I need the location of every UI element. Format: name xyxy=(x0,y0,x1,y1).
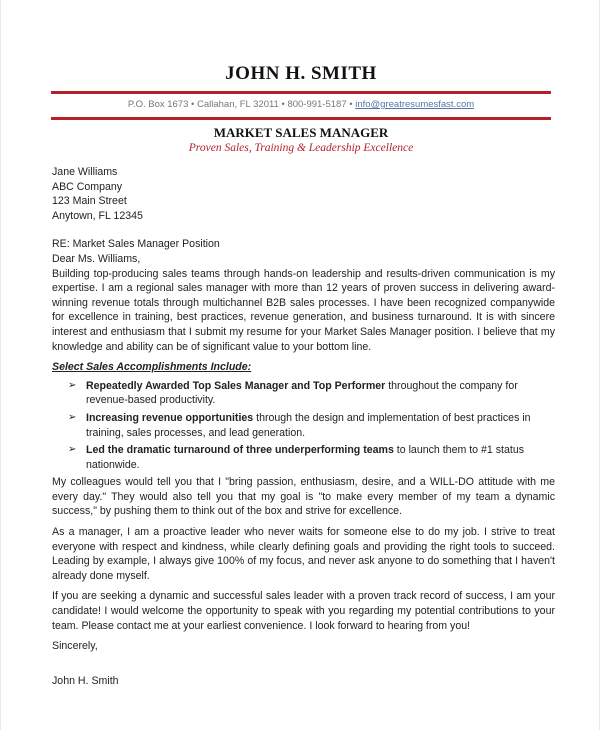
re-line: RE: Market Sales Manager Position xyxy=(52,238,220,251)
accomplishments-heading: Select Sales Accomplishments Include: xyxy=(52,361,252,374)
recipient-block xyxy=(52,165,555,223)
accomplishment-highlight: Led the dramatic turnaround of three underperforming teams xyxy=(86,444,394,457)
signature: John H. Smith xyxy=(52,674,119,687)
list-item xyxy=(68,379,555,408)
recipient-company: ABC Company xyxy=(52,180,123,193)
position-tagline: Proven Sales, Training & Leadership Excellence xyxy=(188,142,414,154)
accomplishments-list xyxy=(52,379,555,473)
position-title: MARKET SALES MANAGER xyxy=(213,125,389,140)
header-rule-top xyxy=(51,91,551,94)
email-link[interactable]: info@greatresumesfast.com xyxy=(355,99,475,110)
closing-paragraph: If you are seeking a dynamic and successful sales leader with a proven track record of success, I am your candidate! I would welcome the opportunity to speak with you regarding my potential contributions to your team. Please contact me at your earliest convenience. I look forward to hearing from you! xyxy=(52,590,555,632)
applicant-name: JOHN H. SMITH xyxy=(225,63,377,84)
list-item xyxy=(68,443,555,472)
accomplishment-detail: to launch them to #1 status nationwide. xyxy=(86,444,525,471)
contact-line xyxy=(1,99,600,110)
salutation: Dear Ms. Williams, xyxy=(52,252,141,265)
arrow-bullet-icon: ➢ xyxy=(68,444,77,456)
intro-paragraph: Building top-producing sales teams through hands-on leadership and results-driven communication is my expertise. I am a regional sales manager with more than 12 years of proven success in delivering award-winning revenue totals through multichannel B2B sales processes. I have been recognized companywide for excellence in training, best practices, revenue generation, and business turnaround. It is with sincere interest and enthusiasm that I submit my resume for your Market Sales Manager position. I believe that my knowledge and ability can be of significant value to your bottom line. xyxy=(52,267,555,353)
closing: Sincerely, xyxy=(52,640,98,653)
accomplishment-highlight: Repeatedly Awarded Top Sales Manager and Top Performer xyxy=(86,379,386,392)
accomplishment-detail: through the design and implementation of best practices in training, sales processes, and lead generation. xyxy=(86,411,531,439)
accomplishment-highlight: Increasing revenue opportunities xyxy=(86,411,254,424)
manager-paragraph: As a manager, I am a proactive leader who never waits for someone else to do my job. I strive to treat everyone with respect and kindness, while clearly defining goals and providing the right tools to succeed. Leading by example, I always give 100% of my focus, and never ask anyone to do something that I haven't already done myself. xyxy=(52,526,555,582)
colleagues-paragraph: My colleagues would tell you that I "bring passion, enthusiasm, desire, and a WILL-DO attitude with me every day." They would also tell you that my goal is "to make every member of my team a dynamic success," by pushing them to think out of the box and strive for excellence. xyxy=(52,476,555,518)
arrow-bullet-icon: ➢ xyxy=(68,379,77,391)
header-rule-bottom xyxy=(51,117,551,120)
accomplishment-detail: throughout the company for revenue-based productivity. xyxy=(86,379,518,407)
letter-body xyxy=(52,165,555,688)
recipient-name: Jane Williams xyxy=(52,166,118,178)
recipient-street: 123 Main Street xyxy=(52,195,127,208)
contact-details: P.O. Box 1673 • Callahan, FL 32011 • 800-991-5187 • xyxy=(127,99,356,110)
arrow-bullet-icon: ➢ xyxy=(68,411,77,423)
recipient-city: Anytown, FL 12345 xyxy=(52,209,143,222)
list-item xyxy=(68,411,555,440)
